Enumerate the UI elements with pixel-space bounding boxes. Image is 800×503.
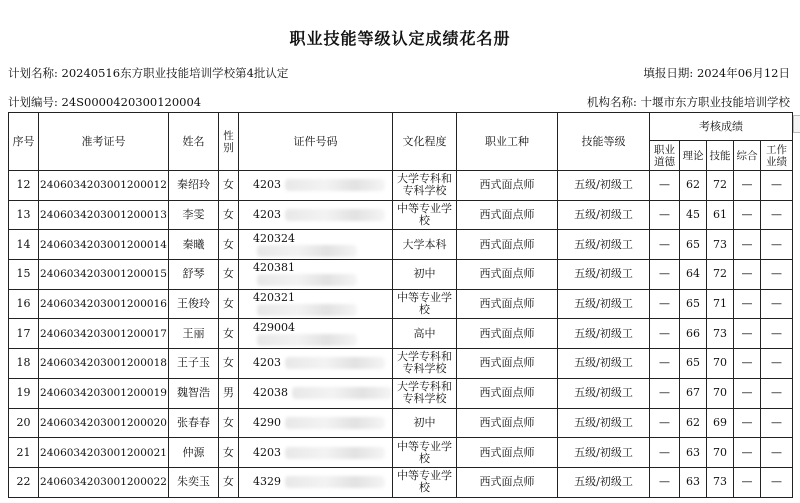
table-row (9, 438, 793, 468)
cell-overall: — (734, 200, 761, 230)
cell-gender: 女 (219, 230, 239, 260)
cell-name: 王俊玲 (169, 289, 219, 319)
cell-work: — (761, 349, 793, 379)
cell-id-no (239, 438, 393, 468)
cell-id-no (239, 200, 393, 230)
table-row (9, 200, 793, 230)
cell-skill-level: 五级/初级工 (558, 171, 650, 201)
cell-name: 张春春 (169, 408, 219, 438)
cell-ethics: — (650, 171, 680, 201)
plan-name-value: 20240516东方职业技能培训学校第4批认定 (61, 66, 289, 80)
cell-skill: 70 (707, 438, 734, 468)
id-prefix: 4203 (253, 178, 281, 192)
cell-id-no (239, 319, 393, 349)
header-id-no: 证件号码 (239, 113, 393, 171)
cell-work: — (761, 200, 793, 230)
cell-education: 大学本科 (393, 230, 457, 260)
redacted-id-mask (285, 447, 385, 459)
cell-work: — (761, 289, 793, 319)
cell-education: 中等专业学校 (393, 467, 457, 497)
cell-gender: 女 (219, 349, 239, 379)
cell-education: 初中 (393, 260, 457, 290)
cell-overall: — (734, 289, 761, 319)
cell-occupation: 西式面点师 (457, 467, 558, 497)
cell-ethics: — (650, 378, 680, 408)
cell-skill: 73 (707, 319, 734, 349)
cell-ethics: — (650, 260, 680, 290)
cell-gender: 男 (219, 378, 239, 408)
fill-date-value: 2024年06月12日 (696, 66, 790, 80)
redacted-id-mask (257, 334, 357, 346)
cell-occupation: 西式面点师 (457, 230, 558, 260)
id-prefix: 420381 (253, 261, 295, 275)
cell-gender: 女 (219, 171, 239, 201)
cell-theory: 67 (680, 378, 707, 408)
table-row (9, 319, 793, 349)
header-ethics: 职业道德 (650, 141, 680, 171)
score-table (8, 112, 793, 498)
cell-ethics: — (650, 408, 680, 438)
cell-theory: 64 (680, 260, 707, 290)
cell-work: — (761, 438, 793, 468)
cell-seq: 20 (9, 408, 39, 438)
cell-id-no (239, 260, 393, 290)
cell-name: 朱奕玉 (169, 467, 219, 497)
redacted-id-mask (257, 274, 357, 286)
cell-education: 大学专科和专科学校 (393, 171, 457, 201)
cell-ethics: — (650, 467, 680, 497)
header-work: 工作业绩 (761, 141, 793, 171)
cell-gender: 女 (219, 408, 239, 438)
cell-occupation: 西式面点师 (457, 171, 558, 201)
cell-occupation: 西式面点师 (457, 319, 558, 349)
table-row (9, 378, 793, 408)
cell-education: 中等专业学校 (393, 200, 457, 230)
plan-no (8, 94, 201, 110)
cell-seq: 12 (9, 171, 39, 201)
redacted-id-mask (285, 476, 385, 488)
cell-id-no (239, 349, 393, 379)
cell-theory: 45 (680, 200, 707, 230)
cell-occupation: 西式面点师 (457, 260, 558, 290)
cell-overall: — (734, 260, 761, 290)
cell-name: 舒琴 (169, 260, 219, 290)
table-row (9, 467, 793, 497)
cell-occupation: 西式面点师 (457, 408, 558, 438)
cell-theory: 63 (680, 467, 707, 497)
cell-skill: 73 (707, 467, 734, 497)
cell-ethics: — (650, 230, 680, 260)
cell-ethics: — (650, 319, 680, 349)
cell-gender: 女 (219, 467, 239, 497)
cell-gender: 女 (219, 200, 239, 230)
cell-work: — (761, 467, 793, 497)
cell-seq: 13 (9, 200, 39, 230)
cell-work: — (761, 378, 793, 408)
cell-ethics: — (650, 438, 680, 468)
table-row (9, 260, 793, 290)
cell-skill-level: 五级/初级工 (558, 467, 650, 497)
cell-name: 魏智浩 (169, 378, 219, 408)
id-prefix: 4203 (253, 445, 281, 459)
cell-overall: — (734, 467, 761, 497)
cell-seq: 16 (9, 289, 39, 319)
cell-ethics: — (650, 349, 680, 379)
cell-occupation: 西式面点师 (457, 200, 558, 230)
header-skill: 技能 (707, 141, 734, 171)
cell-exam-no: 2406034203001200022 (39, 467, 169, 497)
cell-exam-no: 2406034203001200013 (39, 200, 169, 230)
table-row (9, 230, 793, 260)
cell-overall: — (734, 171, 761, 201)
redacted-id-mask (257, 245, 357, 257)
cell-exam-no: 2406034203001200017 (39, 319, 169, 349)
redacted-id-mask (285, 417, 385, 429)
header-seq: 序号 (9, 113, 39, 171)
header-overall: 综合 (734, 141, 761, 171)
id-prefix: 429004 (253, 320, 295, 334)
id-prefix: 420321 (253, 291, 295, 305)
cell-skill-level: 五级/初级工 (558, 230, 650, 260)
cell-overall: — (734, 319, 761, 349)
cell-id-no (239, 230, 393, 260)
cell-work: — (761, 408, 793, 438)
scroll-handle[interactable] (793, 115, 800, 133)
cell-name: 仲源 (169, 438, 219, 468)
cell-name: 王子玉 (169, 349, 219, 379)
cell-gender: 女 (219, 260, 239, 290)
cell-exam-no: 2406034203001200019 (39, 378, 169, 408)
org-name (587, 94, 790, 110)
id-prefix: 4329 (253, 475, 281, 489)
page-title: 职业技能等级认定成绩花名册 (289, 29, 511, 48)
id-prefix: 4290 (253, 415, 281, 429)
cell-occupation: 西式面点师 (457, 438, 558, 468)
table-row (9, 349, 793, 379)
cell-theory: 65 (680, 230, 707, 260)
redacted-id-mask (285, 179, 385, 191)
cell-skill: 72 (707, 171, 734, 201)
cell-skill: 70 (707, 378, 734, 408)
header-exam-no: 准考证号 (39, 113, 169, 171)
header-gender: 性别 (219, 113, 239, 171)
cell-exam-no: 2406034203001200021 (39, 438, 169, 468)
cell-education: 初中 (393, 408, 457, 438)
cell-skill-level: 五级/初级工 (558, 200, 650, 230)
id-prefix: 42038 (253, 386, 288, 400)
cell-exam-no: 2406034203001200016 (39, 289, 169, 319)
plan-name (8, 65, 288, 81)
cell-education: 大学专科和专科学校 (393, 349, 457, 379)
cell-education: 高中 (393, 319, 457, 349)
cell-work: — (761, 260, 793, 290)
cell-skill: 71 (707, 289, 734, 319)
cell-exam-no: 240603420300120001​2 (39, 171, 169, 201)
redacted-id-mask (285, 209, 385, 221)
cell-work: — (761, 171, 793, 201)
redacted-id-mask (292, 387, 392, 399)
org-name-value: 十堰市东方职业技能培训学校 (640, 95, 790, 109)
cell-seq: 21 (9, 438, 39, 468)
plan-no-label: 计划编号: (8, 95, 58, 109)
id-prefix: 420324 (253, 231, 295, 245)
table-row (9, 408, 793, 438)
cell-overall: — (734, 408, 761, 438)
cell-skill: 70 (707, 349, 734, 379)
cell-skill-level: 五级/初级工 (558, 349, 650, 379)
cell-id-no (239, 467, 393, 497)
cell-id-no (239, 289, 393, 319)
fill-date (643, 65, 790, 81)
cell-gender: 女 (219, 289, 239, 319)
header-occupation: 职业工种 (457, 113, 558, 171)
cell-id-no (239, 171, 393, 201)
org-name-label: 机构名称: (586, 95, 637, 109)
cell-name: 秦曦 (169, 230, 219, 260)
cell-seq: 18 (9, 349, 39, 379)
cell-seq: 15 (9, 260, 39, 290)
cell-id-no (239, 408, 393, 438)
cell-education: 中等专业学校 (393, 289, 457, 319)
cell-skill-level: 五级/初级工 (558, 408, 650, 438)
plan-no-value: 24S0000420300120004 (61, 95, 202, 109)
cell-education: 中等专业学校 (393, 438, 457, 468)
header-name: 姓名 (169, 113, 219, 171)
cell-occupation: 西式面点师 (457, 378, 558, 408)
cell-ethics: — (650, 200, 680, 230)
cell-theory: 62 (680, 171, 707, 201)
cell-skill: 72 (707, 260, 734, 290)
cell-occupation: 西式面点师 (457, 349, 558, 379)
cell-seq: 17 (9, 319, 39, 349)
cell-overall: — (734, 349, 761, 379)
cell-name: 王丽 (169, 319, 219, 349)
id-prefix: 4203 (253, 208, 281, 222)
cell-overall: — (734, 230, 761, 260)
plan-name-label: 计划名称: (8, 66, 58, 80)
cell-skill: 69 (707, 408, 734, 438)
header-theory: 理论 (680, 141, 707, 171)
cell-name: 李雯 (169, 200, 219, 230)
cell-exam-no: 2406034203001200020 (39, 408, 169, 438)
cell-skill-level: 五级/初级工 (558, 289, 650, 319)
id-prefix: 4203 (253, 356, 281, 370)
cell-theory: 65 (680, 289, 707, 319)
cell-skill-level: 五级/初级工 (558, 319, 650, 349)
cell-work: — (761, 319, 793, 349)
cell-id-no (239, 378, 393, 408)
cell-work: — (761, 230, 793, 260)
table-row (9, 171, 793, 201)
header-scores: 考核成绩 (650, 113, 793, 141)
redacted-id-mask (285, 357, 385, 369)
cell-gender: 女 (219, 438, 239, 468)
cell-occupation: 西式面点师 (457, 289, 558, 319)
cell-education: 大学专科和专科学校 (393, 378, 457, 408)
header-education: 文化程度 (393, 113, 457, 171)
table-row (9, 289, 793, 319)
cell-overall: — (734, 438, 761, 468)
cell-theory: 65 (680, 349, 707, 379)
cell-ethics: — (650, 289, 680, 319)
cell-skill-level: 五级/初级工 (558, 260, 650, 290)
cell-seq: 14 (9, 230, 39, 260)
cell-exam-no: 2406034203001200014 (39, 230, 169, 260)
cell-theory: 63 (680, 438, 707, 468)
cell-theory: 66 (680, 319, 707, 349)
cell-skill-level: 五级/初级工 (558, 438, 650, 468)
cell-skill: 61 (707, 200, 734, 230)
cell-exam-no: 2406034203001200018 (39, 349, 169, 379)
header-skill-level: 技能等级 (558, 113, 650, 171)
cell-skill: 73 (707, 230, 734, 260)
cell-seq: 22 (9, 467, 39, 497)
cell-skill-level: 五级/初级工 (558, 378, 650, 408)
fill-date-label: 填报日期: (643, 66, 694, 80)
cell-name: 秦绍玲 (169, 171, 219, 201)
cell-theory: 62 (680, 408, 707, 438)
redacted-id-mask (257, 304, 357, 316)
cell-exam-no: 2406034203001200015 (39, 260, 169, 290)
cell-overall: — (734, 378, 761, 408)
cell-gender: 女 (219, 319, 239, 349)
cell-seq: 19 (9, 378, 39, 408)
